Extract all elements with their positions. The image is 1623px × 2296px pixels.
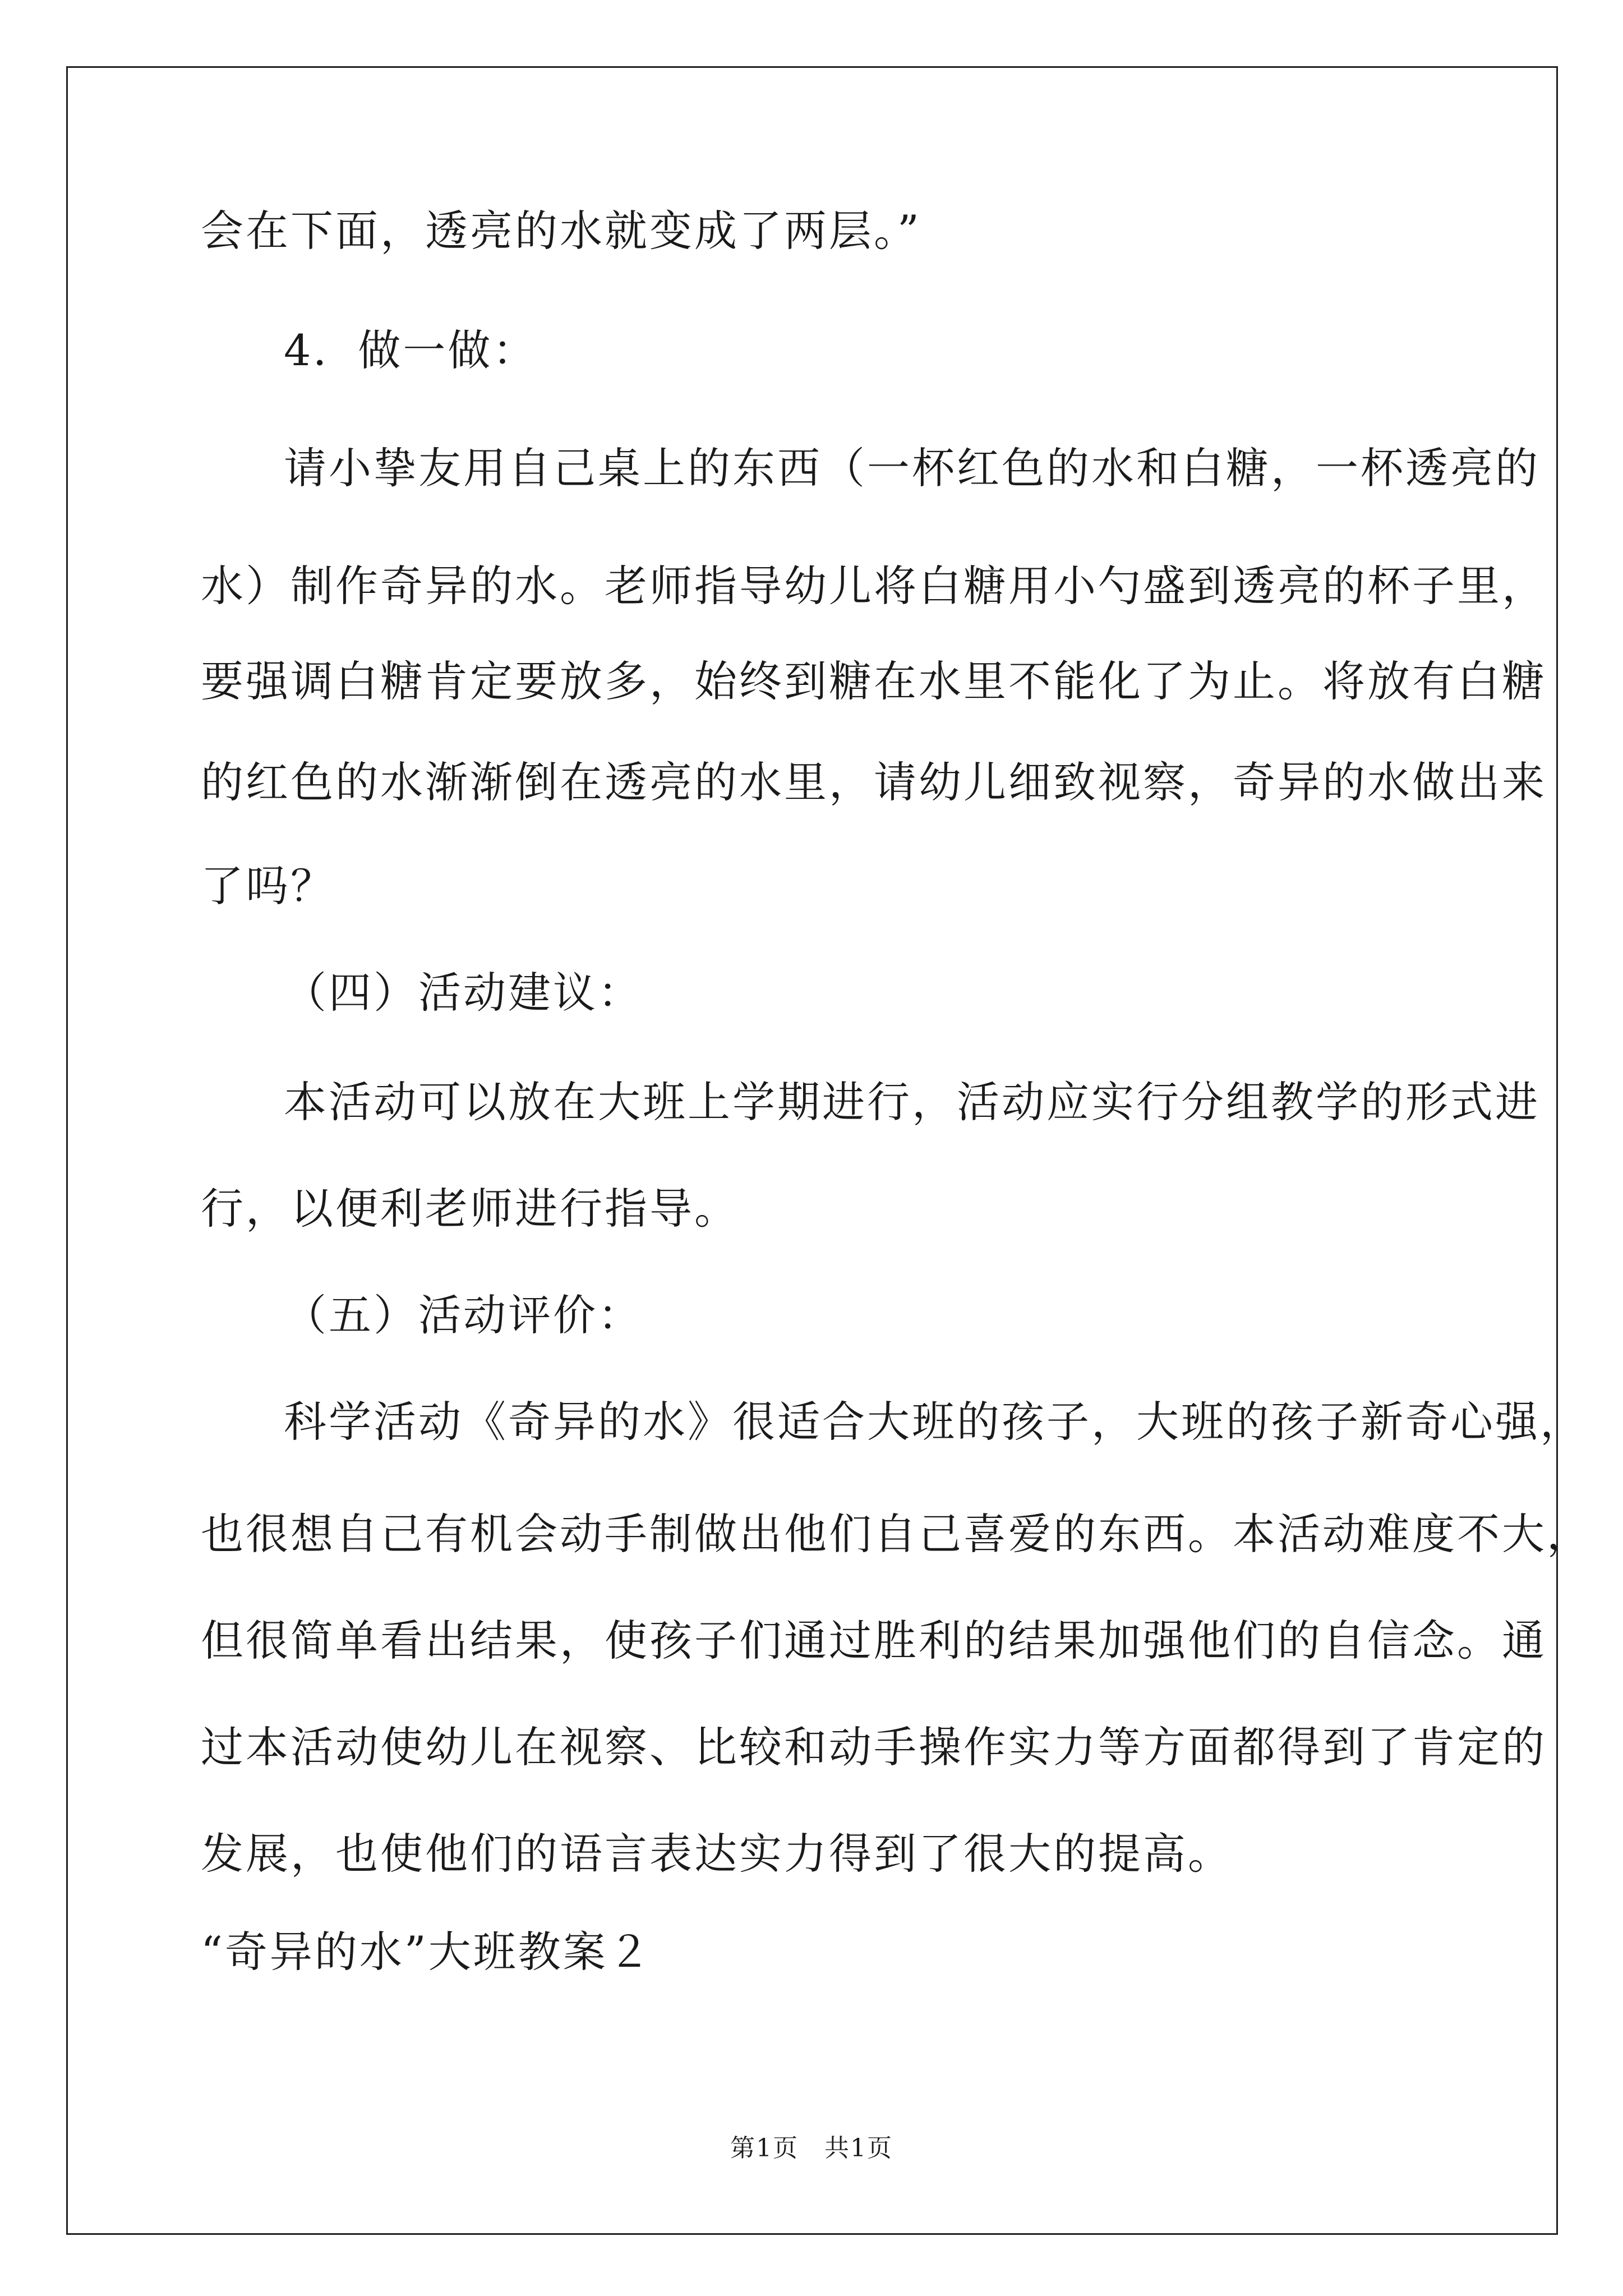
- paragraph-line: 的红色的水渐渐倒在透亮的水里，请幼儿细致视察，奇异的水做出来: [201, 757, 1547, 807]
- lesson-title: “奇异的水”大班教案２: [201, 1927, 653, 1977]
- page-footer: 第1页 共1页: [730, 2134, 893, 2162]
- paragraph-line: 请小挚友用自己桌上的东西（一杯红色的水和白糖，一杯透亮的: [284, 443, 1540, 493]
- paragraph-line: 本活动可以放在大班上学期进行，活动应实行分组教学的形式进: [284, 1077, 1540, 1127]
- section-heading: （五）活动评价：: [284, 1290, 643, 1340]
- page-border: [66, 66, 1558, 2235]
- paragraph-line: 但很简单看出结果，使孩子们通过胜利的结果加强他们的自信念。通: [201, 1616, 1547, 1665]
- paragraph-line: 了吗？: [201, 861, 335, 911]
- paragraph-line: 发展，也使他们的语言表达实力得到了很大的提高。: [201, 1829, 1233, 1879]
- paragraph-line: 也很想自己有机会动手制做出他们自己喜爱的东西。本活动难度不大，: [201, 1509, 1592, 1559]
- paragraph-line: 科学活动《奇异的水》很适合大班的孩子，大班的孩子新奇心强，: [284, 1397, 1585, 1447]
- section-heading: 4．做一做：: [284, 325, 538, 375]
- section-heading: （四）活动建议：: [284, 968, 643, 1018]
- paragraph-line: 要强调白糖肯定要放多，始终到糖在水里不能化了为止。将放有白糖: [201, 656, 1547, 706]
- paragraph-line: 水）制作奇异的水。老师指导幼儿将白糖用小勺盛到透亮的杯子里，: [201, 561, 1547, 611]
- paragraph-line: 行，以便利老师进行指导。: [201, 1184, 739, 1234]
- paragraph-line: 过本活动使幼儿在视察、比较和动手操作实力等方面都得到了肯定的: [201, 1722, 1547, 1772]
- paragraph-line: 会在下面，透亮的水就变成了两层。”: [201, 206, 921, 256]
